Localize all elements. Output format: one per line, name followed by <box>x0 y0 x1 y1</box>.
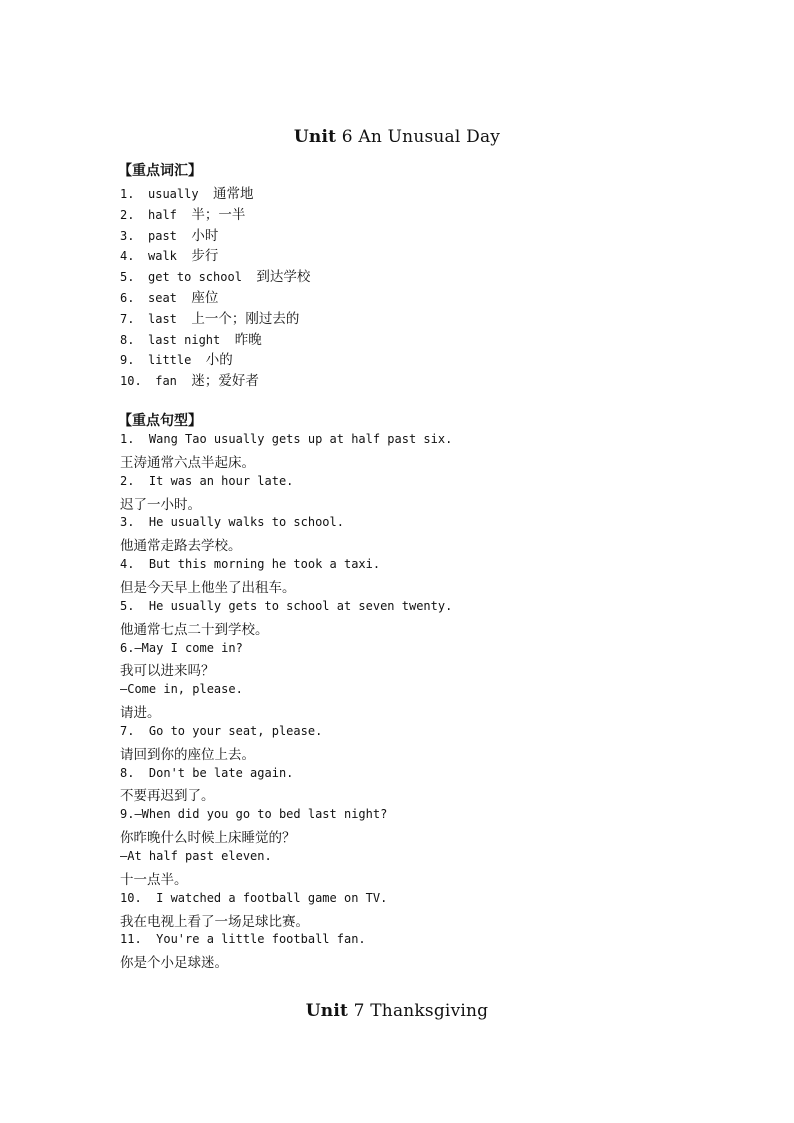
vocab-number: 7. <box>120 311 135 326</box>
sentence-english: —Come in, please. <box>120 682 243 697</box>
vocab-item <box>120 224 218 244</box>
sentence-chinese: 但是今天早上他坐了出租车。 <box>120 579 296 596</box>
vocab-chinese: 昨晚 <box>234 331 262 348</box>
sentence-english: 10. I watched a football game on TV. <box>120 890 388 905</box>
sentence-chinese: 请回到你的座位上去。 <box>120 746 255 763</box>
vocab-number: 3. <box>120 228 135 243</box>
vocab-item <box>120 328 262 348</box>
sentence-chinese: 请进。 <box>120 705 161 722</box>
unit6-title-bold: Unit <box>293 127 337 147</box>
unit6-title-rest: 6 An Unusual Day <box>336 127 501 147</box>
vocab-chinese: 通常地 <box>213 186 254 202</box>
sentence-chinese: 王涛通常六点半起床。 <box>120 454 255 471</box>
vocab-number: 9. <box>120 353 135 368</box>
vocab-chinese: 到达学校 <box>256 269 311 286</box>
vocab-number: 5. <box>120 270 135 285</box>
vocab-item <box>120 307 299 327</box>
sentence-chinese: 你是个小足球迷。 <box>120 955 228 972</box>
sentence-english: 6.—May I come in? <box>120 640 243 655</box>
vocab-chinese: 迷；爱好者 <box>191 373 259 390</box>
vocab-item <box>120 286 218 306</box>
vocab-item <box>120 369 259 389</box>
vocab-english: last night <box>148 332 235 347</box>
sentence-chinese: 你昨晚什么时候上床睡觉的？ <box>120 830 296 847</box>
sentence-english: 8. Don't be late again. <box>120 765 294 780</box>
sentence-english: 7. Go to your seat, please. <box>120 723 323 738</box>
vocab-english: past <box>148 228 192 243</box>
unit7-title-rest: 7 Thanksgiving <box>348 1001 489 1021</box>
vocab-chinese: 小的 <box>205 352 233 369</box>
vocab-english: usually <box>148 187 214 201</box>
vocab-number: 2. <box>120 207 135 222</box>
sentence-english: 3. He usually walks to school. <box>120 515 344 530</box>
sentence-chinese: 他通常七点二十到学校。 <box>120 621 269 638</box>
sentence-english: 5. He usually gets to school at seven twenty. <box>120 598 453 613</box>
sentence-english: 1. Wang Tao usually gets up at half past six. <box>120 432 453 446</box>
sentence-english: —At half past eleven. <box>120 849 272 863</box>
vocab-chinese: 座位 <box>191 290 219 306</box>
vocab-english: fan <box>148 374 192 389</box>
vocab-item <box>120 265 310 285</box>
vocab-english: little <box>148 353 206 368</box>
sentence-chinese: 不要再迟到了。 <box>120 788 215 805</box>
vocab-chinese: 小时 <box>191 227 219 244</box>
sentence-english: 2. It was an hour late. <box>120 473 294 488</box>
vocab-number: 10. <box>120 374 142 389</box>
vocab-chinese: 上一个；刚过去的 <box>191 310 300 327</box>
vocab-english: last <box>148 311 192 326</box>
vocab-item <box>120 244 218 264</box>
vocab-chinese: 半；一半 <box>191 206 246 223</box>
sentence-chinese: 我在电视上看了一场足球比赛。 <box>120 913 309 930</box>
vocab-heading: 【重点词汇】 <box>118 163 202 179</box>
sentence-english: 11. You're a little football fan. <box>120 932 366 947</box>
sentence-chinese: 他通常走路去学校。 <box>120 538 242 555</box>
vocab-english: seat <box>148 291 192 305</box>
vocab-number: 4. <box>120 249 135 264</box>
vocab-item <box>120 203 245 223</box>
vocab-english: get to school <box>148 270 257 285</box>
vocab-number: 8. <box>120 332 135 347</box>
sentence-english: 4. But this morning he took a taxi. <box>120 557 381 572</box>
unit7-title-bold: Unit <box>305 1001 349 1021</box>
sentence-chinese: 十一点半。 <box>120 871 188 888</box>
vocab-number: 6. <box>120 291 135 305</box>
vocab-item <box>120 348 233 368</box>
vocab-item <box>120 182 254 202</box>
vocab-english: half <box>148 207 192 222</box>
vocab-chinese: 步行 <box>191 248 219 265</box>
vocab-number: 1. <box>120 187 135 201</box>
unit6-title <box>0 127 794 147</box>
sentence-english: 9.—When did you go to bed last night? <box>120 807 388 822</box>
unit7-title <box>0 1001 794 1021</box>
sentence-chinese: 我可以进来吗？ <box>120 663 215 680</box>
sentence-heading: 【重点句型】 <box>118 413 202 429</box>
sentence-chinese: 迟了一小时。 <box>120 496 201 513</box>
vocab-english: walk <box>148 249 192 264</box>
